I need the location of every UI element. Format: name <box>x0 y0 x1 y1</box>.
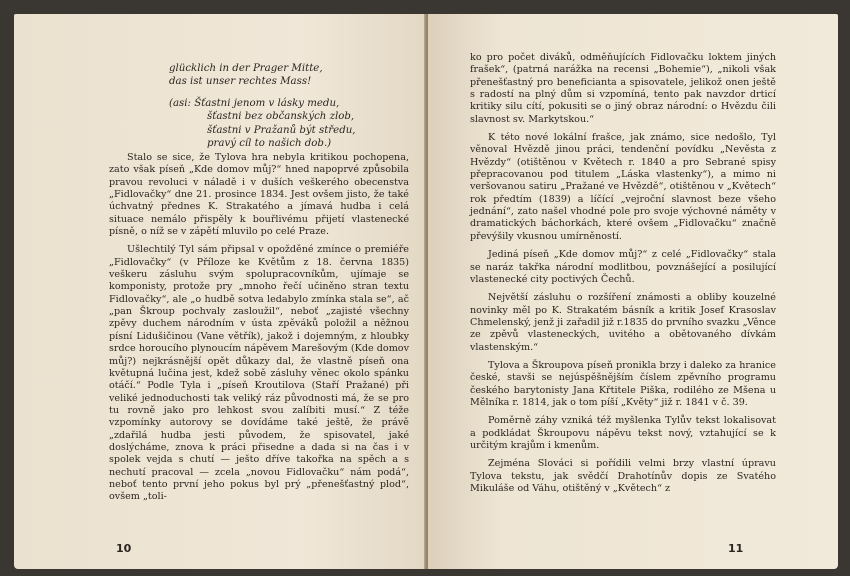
poem-line: (asi: Šťastni jenom v lásky medu, <box>169 97 340 109</box>
paragraph: Jediná píseň „Kde domov můj?“ z celé „Fidlovačky“ stala se naráz takřka národní modlitbou, povznášející a posilující vlastenecké city poctivých Čechů. <box>470 249 776 285</box>
left-page <box>14 14 426 569</box>
right-body-text <box>470 52 776 495</box>
paragraph: Poměrně záhy vzniká též myšlenka Tylův tekst lokalisovat a podkládat Škroupovu nápěvu tekst nový, vztahující se k určitým krajům i kmenům. <box>470 415 776 451</box>
right-page <box>428 14 838 569</box>
poem-quote <box>169 62 409 150</box>
page-number-right: 11 <box>728 542 744 555</box>
page-number-left: 10 <box>116 542 132 555</box>
poem-line: pravý cíl to našich dob.) <box>207 138 332 150</box>
poem-line: šťastni v Pražanů být středu, <box>207 124 356 136</box>
poem-line: das ist unser rechtes Mass! <box>169 76 312 88</box>
paragraph: Tylova a Škroupova píseň pronikla brzy i daleko za hranice české, stavši se nejúspěšnějším číslem zpěvního programu českého barytonisty Jana Křtitele Piška, rodilého ze Mšena u Mělníka r. 1814, jak o tom píší „Květy“ již r. 1841 v č. 39. <box>470 359 776 408</box>
paragraph: Stalo se sice, že Tylova hra nebyla kritikou pochopena, zato však píseň „Kde domov můj?“ hned napoprvé způsobila pravou revoluci v náladě i v duších veškerého obecenstva „Fidlovačky“ dne 21. prosince 1834. Jest ovšem jisto, že také úchvatný přednes K. Strakatého a jímavá hudba i celá situace nemálo přispěly k bouřlivému přijetí vlastenecké písně, o níž se v zápětí mluvilo po celé Praze. <box>109 152 409 238</box>
poem-line: šťastni bez občanských zlob, <box>207 111 355 123</box>
poem-line: glücklich in der Prager Mitte, <box>169 63 323 74</box>
paragraph: Zejména Slováci si pořídili velmi brzy vlastní úpravu Tylova tekstu, jak svědčí Drahotínův dopis ze Svatého Mikuláše od Váhu, otištěný v „Květech“ z <box>470 458 776 494</box>
paragraph: Největší zásluhu o rozšíření známosti a obliby kouzelné novinky měl po K. Strakatém básník a kritik Josef Krasoslav Chmelenský, jenž ji zařadil již r.1835 do prvního svazku „Věnce ze zpěvů vlasteneckých, uvitého a obětovaného dívkám vlastenským.“ <box>470 292 776 353</box>
paragraph: K této nové lokální frašce, jak známo, sice nedošlo, Tyl věnoval Hvězdě jinou práci, tendenční povídku „Nevěsta z Hvězdy“ (otištěnou v Květech r. 1840 a pro Sebrané spisy přepracovanou pod titulem „Láska vlastenky“), a mimo ni veršovanou satiru „Pražané ve Hvězdě“, otištěnou v „Květech“ rok předtím (1839) a líčící „vejroční slavnost beze všeho jednání“, zato našel vhodné pole pro svoje výchovné náměty v dramatických báchorkách, které ovšem „Fidlovačku“ značně převýšily vkusnou umírněností. <box>470 132 776 242</box>
paragraph: ko pro počet diváků, odměňujících Fidlovačku loktem jiných frašek“, (patrná narážka na recensi „Bohemie“), „nikoli však přenešťastný pro beneficianta a spisovatele, jelikož onen ještě s radostí na plný dům si vzpomíná, tento pak navzdor drticí kritiky silu cítí, pokusiti se o jiný obraz národní: o Hvězdu čili slavnost sv. Markytskou.“ <box>470 52 776 125</box>
paragraph: Ušlechtilý Tyl sám připsal v opožděné zmínce o premiéře „Fidlovačky“ (v Příloze ke Květům z 18. června 1835) veškeru zásluhu svým spolupracovníkům, ujímaje se komponisty, protože pry „mnoho řečí učiněno stran textu Fidlovačky“, ale „o hudbě sotva ledabylo zmínka stala se“, ač „pan Škroup pochvaly zasloužil“, neboť „zajisté všechny zpěvy duchem národním v ústa zpěváků položil a něžnou písní Lidušičinou (Vane větřík), jakož i dojemným, z hloubky srdce horoucího plynoucím nápěvem Marešovým (Kde domov můj?) nejkrásnější opět důkazy dal, že vlastně píseň ona květupná lučina jest, kdež sobě zásluhy věnec okolo spánku otáčí.“ Podle Tyla i „píseň Kroutilova (Staří Pražané) při veliké jednoduchosti tak veliký ráz původnosti má, že se pro tu rovně jako pro lehkost svou zalíbiti musí.“ Z téže vzpomínky autorovy se dovídáme také ještě, že právě „zdařilá hudba jesti původem, že spisovatel, jaké doslýcháme, znova k práci přisedne a dada si na čas i v spolek vejda s chutí — ješto dříve takořka na spěch a s nechutí pracoval — zcela „novou Fidlovačku“ nám podá“, neboť tento první jeho pokus byl prý „přenešťastný plod“, ovšem „toli- <box>109 244 409 503</box>
left-body-text <box>109 152 409 504</box>
